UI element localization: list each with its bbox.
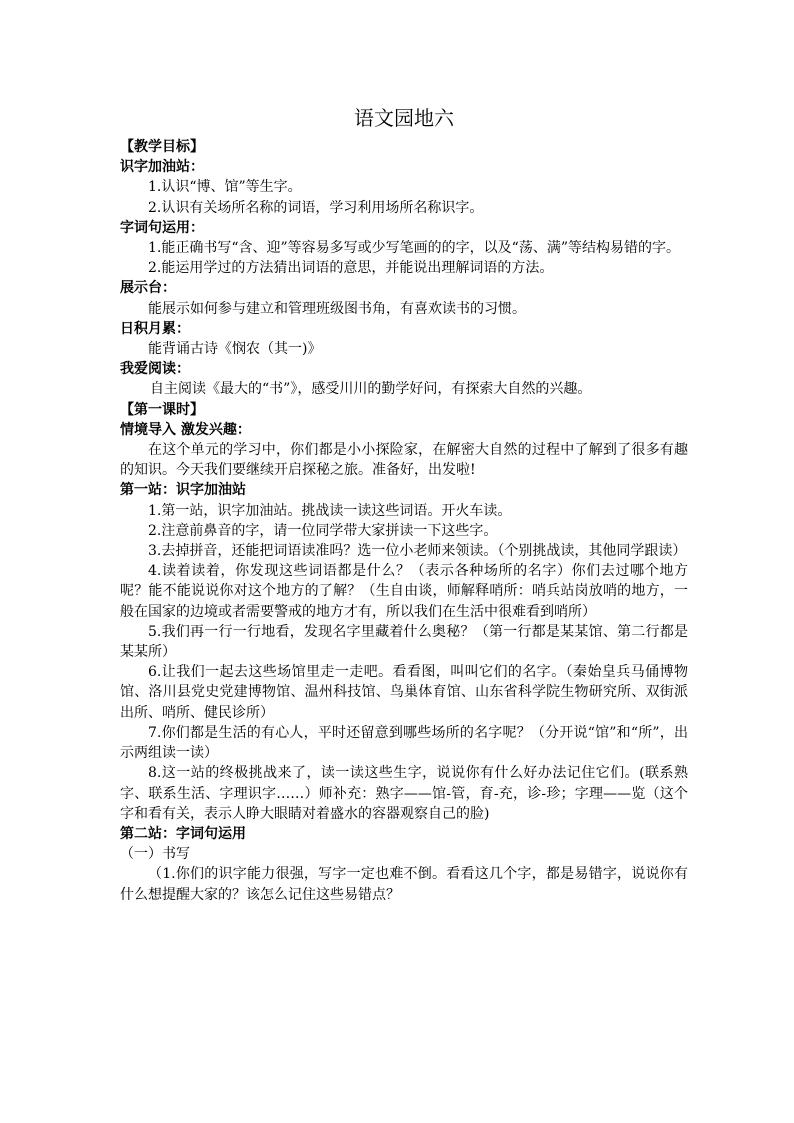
section-item: 4.读着读着，你发现这些词语都是什么？（表示各种场所的名字）你们去过哪个地方呢？能不能说说你对这个地方的了解？（生自由谈，师解释哨所：哨兵站岗放哨的地方，一般在国家的边境或者需要警戒的地方才有，所以我们在生活中很难看到哨所）	[120, 563, 688, 620]
section-item: 1.认识“博、馆”等生字。	[148, 179, 302, 196]
section-subheading: 第二站：字词句运用	[120, 825, 246, 842]
section-item: 1.能正确书写“含、迎”等容易多写或少写笔画的的字，以及“荡、满”等结构易错的字。	[148, 240, 680, 257]
section-subheading: 日积月累：	[120, 320, 190, 337]
section-item: 1.第一站，识字加油站。挑战读一读这些词语。开火车读。	[148, 502, 512, 519]
section-item: 2.认识有关场所名称的词语，学习利用场所名称识字。	[148, 199, 484, 216]
section-item: 5.我们再一行一行地看，发现名字里藏着什么奥秘？（第一行都是某某馆、第二行都是某某所）	[120, 623, 688, 661]
section-item: 在这个单元的学习中，你们都是小小探险家，在解密大自然的过程中了解到了很多有趣的知识。今天我们要继续开启探秘之旅。准备好，出发啦!	[120, 442, 688, 479]
section-item: 能展示如何参与建立和管理班级图书角，有喜欢读书的习惯。	[148, 300, 526, 317]
section-item: 7.你们都是生活的有心人，平时还留意到哪些场所的名字呢？（分开说“馆”和“所”，出示两组读一读）	[120, 724, 688, 762]
section-subheading: 我爱阅读：	[120, 361, 190, 378]
section-item: 自主阅读《最大的“书”》，感受川川的勤学好问，有探索大自然的兴趣。	[150, 381, 592, 398]
document-page	[120, 104, 688, 905]
section-subheading: 第一站：识字加油站	[120, 482, 246, 499]
section-item: 8.这一站的终极挑战来了，读一读这些生字，说说你有什么好办法记住它们。(联系熟字、联系生活、字理识字……）师补充：熟字——馆-管，育-充，诊-珍；字理——览（这个字和看有关，表示人睁大眼睛对着盛水的容器观察自己的脸)	[120, 765, 688, 822]
section-subheading: 情境导入 激发兴趣：	[120, 421, 251, 438]
section-subheading: 字词句运用：	[120, 219, 204, 236]
section-heading: 【教学目标】	[120, 139, 204, 155]
document-title: 语文园地六	[354, 106, 454, 130]
section-subheading: 展示台：	[120, 280, 176, 297]
section-item: （1.你们的识字能力很强，写字一定也难不倒。看看这几个字，都是易错字，说说你有什么想提醒大家的？该怎么记住这些易错点？	[120, 866, 688, 903]
section-subheading: 识字加油站：	[120, 159, 204, 176]
section-item: 2.注意前鼻音的字，请一位同学带大家拼读一下这些字。	[148, 522, 498, 539]
section-item: 6.让我们一起去这些场馆里走一走吧。看看图，叫叫它们的名字。（秦始皇兵马俑博物馆、洛川县党史党建博物馆、温州科技馆、鸟巢体育馆、山东省科学院生物研究所、双街派出所、哨所、健民诊所）	[120, 664, 688, 721]
section-item: 能背诵古诗《悯农（其一)》	[148, 341, 322, 358]
section-heading: 【第一课时】	[120, 401, 204, 418]
section-plain: （一）书写	[120, 846, 190, 863]
section-item: 2.能运用学过的方法猜出词语的意思，并能说出理解词语的方法。	[148, 260, 554, 277]
section-item: 3.去掉拼音，还能把词语读准吗？选一位小老师来领读。（个别挑战读，其他同学跟读）	[148, 543, 687, 560]
